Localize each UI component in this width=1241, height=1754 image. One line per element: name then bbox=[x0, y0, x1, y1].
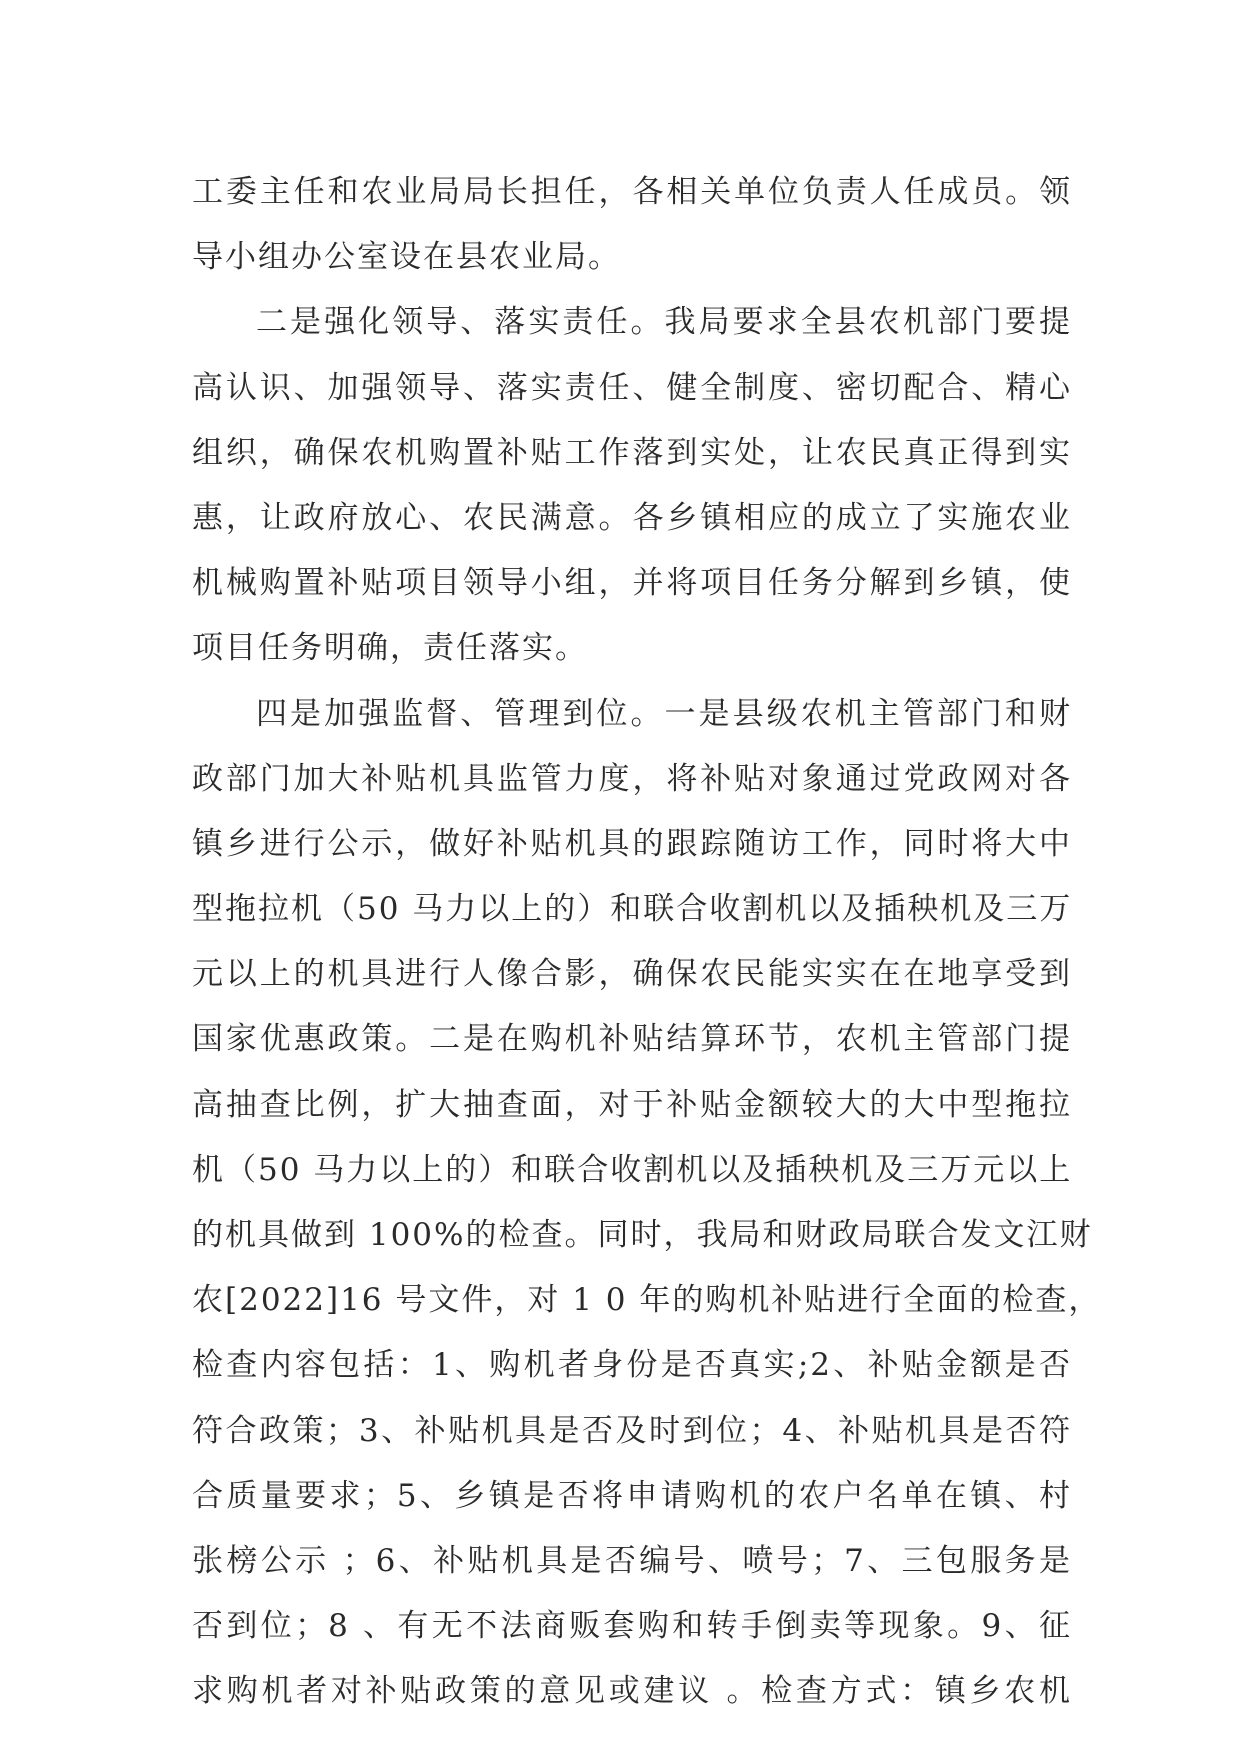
paragraph-line: 镇乡进行公示，做好补贴机具的跟踪随访工作，同时将大中 bbox=[192, 825, 1072, 862]
document-body bbox=[192, 160, 1102, 1725]
paragraph-line: 元以上的机具进行人像合影，确保农民能实实在在地享受到 bbox=[192, 956, 1072, 993]
paragraph-line: 高抽查比例，扩大抽查面，对于补贴金额较大的大中型拖拉 bbox=[192, 1086, 1072, 1123]
paragraph-line: 国家优惠政策。二是在购机补贴结算环节，农机主管部门提 bbox=[192, 1021, 1072, 1058]
paragraph-line: 机械购置补贴项目领导小组，并将项目任务分解到乡镇，使 bbox=[192, 565, 1072, 602]
paragraph-line: 政部门加大补贴机具监管力度，将补贴对象通过党政网对各 bbox=[192, 760, 1072, 797]
paragraph-line: 高认识、加强领导、落实责任、健全制度、密切配合、精心 bbox=[192, 369, 1072, 406]
paragraph-line: 检查内容包括：1、购机者身份是否真实;2、补贴金额是否 bbox=[192, 1347, 1072, 1384]
paragraph-line: 工委主任和农业局局长担任，各相关单位负责人任成员。领 bbox=[192, 174, 1072, 210]
paragraph-line: 机（50 马力以上的）和联合收割机以及插秧机及三万元以上 bbox=[192, 1151, 1073, 1188]
paragraph-line: 合质量要求；5、乡镇是否将申请购机的农户名单在镇、村 bbox=[192, 1477, 1072, 1514]
paragraph-line: 求购机者对补贴政策的意见或建议 。检查方式：镇乡农机 bbox=[192, 1673, 1072, 1710]
paragraph-line: 型拖拉机（50 马力以上的）和联合收割机以及插秧机及三万 bbox=[192, 891, 1073, 928]
paragraph-line: 导小组办公室设在县农业局。 bbox=[192, 239, 621, 276]
paragraph-line: 项目任务明确，责任落实。 bbox=[192, 630, 588, 667]
paragraph-line: 惠，让政府放心、农民满意。各乡镇相应的成立了实施农业 bbox=[192, 499, 1072, 536]
paragraph-line: 否到位；8 、有无不法商贩套购和转手倒卖等现象。9、征 bbox=[192, 1608, 1072, 1645]
paragraph-line: 组织，确保农机购置补贴工作落到实处，让农民真正得到实 bbox=[192, 434, 1072, 471]
paragraph-line: 的机具做到 100%的检查。同时，我局和财政局联合发文江财 bbox=[192, 1217, 1093, 1253]
paragraph-line: 二是强化领导、落实责任。我局要求全县农机部门要提 bbox=[256, 304, 1072, 341]
paragraph-line: 张榜公示 ；6、补贴机具是否编号、喷号；7、三包服务是 bbox=[192, 1542, 1072, 1579]
paragraph-line: 农[2022]16 号文件，对 1 0 年的购机补贴进行全面的检查， bbox=[192, 1282, 1102, 1319]
paragraph-line: 四是加强监督、管理到位。一是县级农机主管部门和财 bbox=[256, 695, 1072, 732]
paragraph-line: 符合政策；3、补贴机具是否及时到位；4、补贴机具是否符 bbox=[192, 1412, 1072, 1449]
